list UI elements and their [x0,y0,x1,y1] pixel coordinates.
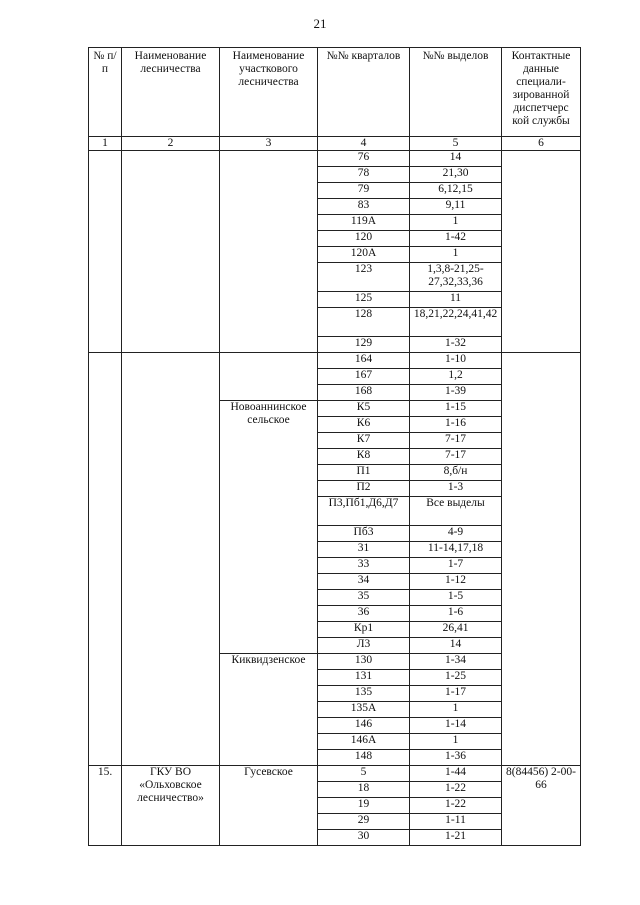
plots-cell: 1 [410,702,502,718]
plots-cell: 4-9 [410,526,502,542]
quarter-cell: 146А [318,734,410,750]
plots-cell: 21,30 [410,167,502,183]
row-number-cell [89,353,122,766]
plots-cell: 1-22 [410,782,502,798]
header-cell-forestry: Наименование лесничества [122,48,220,137]
plots-cell: 1-14 [410,718,502,734]
header-cell-contact: Контактные данные специали-зированной диспетчерс кой службы [502,48,581,137]
quarter-cell: 76 [318,151,410,167]
district-name-cell: Гусевское [220,766,318,846]
plots-cell: 1-22 [410,798,502,814]
quarter-cell: 130 [318,654,410,670]
quarter-cell: 168 [318,385,410,401]
column-number: 1 [89,137,122,151]
plots-cell: 1-36 [410,750,502,766]
contact-cell [502,151,581,353]
quarter-cell: 119А [318,215,410,231]
quarter-cell: 128 [318,308,410,337]
page-number: 21 [313,16,327,31]
district-name-cell [220,353,318,401]
quarter-cell: 34 [318,574,410,590]
quarter-cell: 18 [318,782,410,798]
forestry-name-cell [122,151,220,353]
plots-cell: 1-34 [410,654,502,670]
plots-cell: 1,3,8-21,25-27,32,33,36 [410,263,502,292]
row-number-cell [89,151,122,353]
plots-cell: 1-10 [410,353,502,369]
quarter-cell: 125 [318,292,410,308]
plots-cell: 1-42 [410,231,502,247]
plots-cell: 1-32 [410,337,502,353]
plots-cell: 1-25 [410,670,502,686]
column-number: 4 [318,137,410,151]
header-cell-num: № п/п [89,48,122,137]
quarter-cell: 78 [318,167,410,183]
plots-cell: 7-17 [410,449,502,465]
plots-cell: 1-16 [410,417,502,433]
plots-cell: 8,б/н [410,465,502,481]
quarter-cell: К8 [318,449,410,465]
quarter-cell: Л3 [318,638,410,654]
table-row [89,353,581,369]
quarter-cell: 120 [318,231,410,247]
quarter-cell: Пб3 [318,526,410,542]
plots-cell: 7-17 [410,433,502,449]
column-number: 5 [410,137,502,151]
plots-cell: Все выделы [410,497,502,526]
district-name-cell: Новоаннинское сельское [220,401,318,654]
forestry-name-cell: ГКУ ВО «Ольховское лесничество» [122,766,220,846]
forestry-name-cell [122,353,220,766]
column-number: 3 [220,137,318,151]
plots-cell: 9,11 [410,199,502,215]
table-body [89,151,581,846]
contact-cell [502,353,581,766]
plots-cell: 1-39 [410,385,502,401]
quarter-cell: П2 [318,481,410,497]
column-number-row [89,137,581,151]
plots-cell: 1 [410,734,502,750]
column-number: 2 [122,137,220,151]
quarter-cell: 123 [318,263,410,292]
plots-cell: 1-6 [410,606,502,622]
quarter-cell: 146 [318,718,410,734]
district-name-cell [220,151,318,353]
plots-cell: 11-14,17,18 [410,542,502,558]
table-row [89,151,581,167]
row-number-cell: 15. [89,766,122,846]
plots-cell: 1-7 [410,558,502,574]
plots-cell: 1-11 [410,814,502,830]
plots-cell: 14 [410,638,502,654]
plots-cell: 1-17 [410,686,502,702]
contact-cell: 8(84456) 2-00-66 [502,766,581,846]
plots-cell: 1-3 [410,481,502,497]
quarter-cell: 29 [318,814,410,830]
column-number: 6 [502,137,581,151]
quarter-cell: 83 [318,199,410,215]
header-cell-district: Наименование участкового лесничества [220,48,318,137]
quarter-cell: 131 [318,670,410,686]
header-cell-quarters: №№ кварталов [318,48,410,137]
plots-cell: 11 [410,292,502,308]
quarter-cell: 164 [318,353,410,369]
quarter-cell: 135 [318,686,410,702]
district-name-cell: Киквидзенское [220,654,318,766]
plots-cell: 1-15 [410,401,502,417]
plots-cell: 26,41 [410,622,502,638]
plots-cell: 1-12 [410,574,502,590]
quarter-cell: П3,Пб1,Д6,Д7 [318,497,410,526]
quarter-cell: 19 [318,798,410,814]
header-cell-plots: №№ выделов [410,48,502,137]
plots-cell: 1 [410,215,502,231]
plots-cell: 14 [410,151,502,167]
table-row [89,766,581,782]
quarter-cell: 36 [318,606,410,622]
plots-cell: 1-21 [410,830,502,846]
plots-cell: 18,21,22,24,41,42 [410,308,502,337]
quarter-cell: 30 [318,830,410,846]
forestry-register-table [88,47,581,846]
quarter-cell: 35 [318,590,410,606]
quarter-cell: 148 [318,750,410,766]
header-row [89,48,581,137]
quarter-cell: К5 [318,401,410,417]
quarter-cell: 129 [318,337,410,353]
plots-cell: 1,2 [410,369,502,385]
quarter-cell: 79 [318,183,410,199]
quarter-cell: П1 [318,465,410,481]
quarter-cell: 5 [318,766,410,782]
quarter-cell: 120А [318,247,410,263]
quarter-cell: 135А [318,702,410,718]
quarter-cell: К6 [318,417,410,433]
quarter-cell: 167 [318,369,410,385]
plots-cell: 6,12,15 [410,183,502,199]
plots-cell: 1-44 [410,766,502,782]
quarter-cell: К7 [318,433,410,449]
plots-cell: 1-5 [410,590,502,606]
quarter-cell: 33 [318,558,410,574]
quarter-cell: 31 [318,542,410,558]
plots-cell: 1 [410,247,502,263]
quarter-cell: Кр1 [318,622,410,638]
